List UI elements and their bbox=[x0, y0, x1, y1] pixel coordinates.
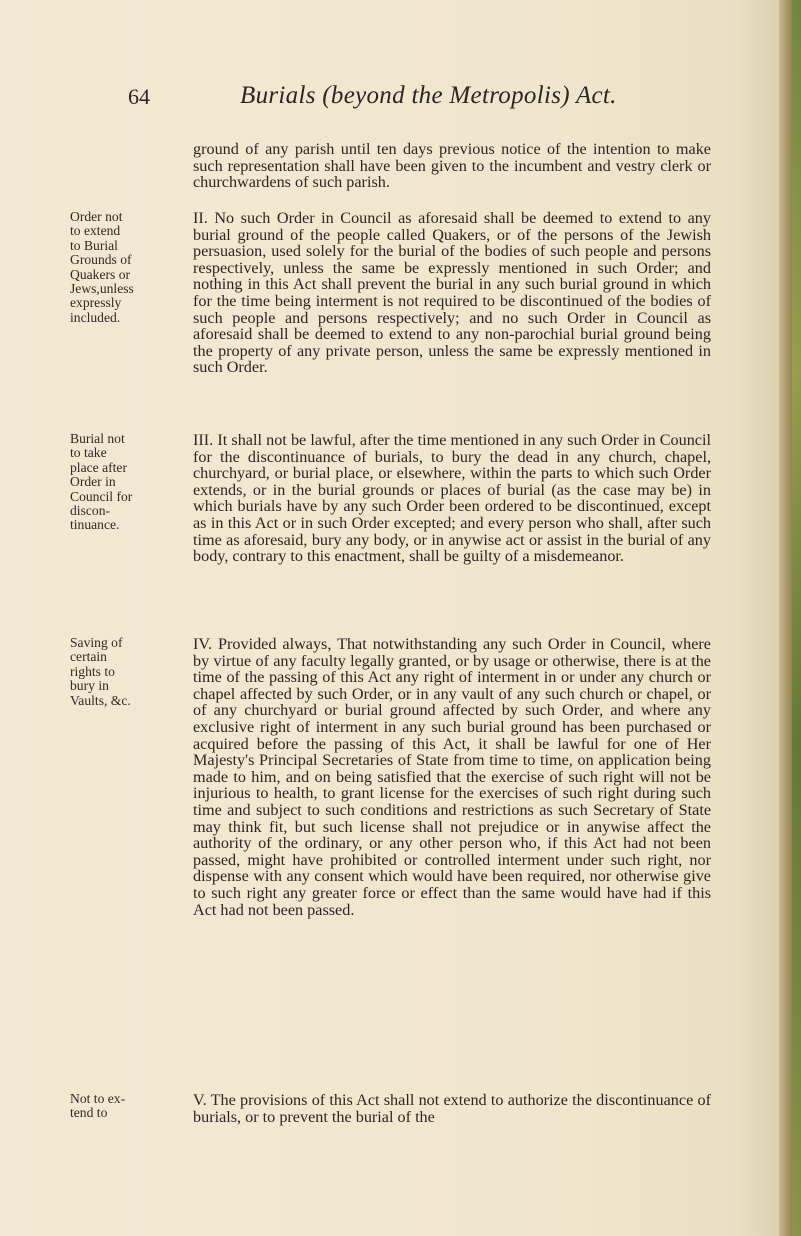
margin-note-line: Burial not bbox=[70, 431, 125, 446]
margin-note-line: expressly bbox=[70, 295, 122, 311]
margin-note-line: bury in bbox=[70, 678, 109, 694]
margin-note-section-5 bbox=[70, 1092, 190, 1121]
binding-edge bbox=[792, 0, 801, 1236]
section-5 bbox=[193, 1092, 711, 1125]
margin-note-line: tend to bbox=[70, 1105, 108, 1121]
margin-note-line: Jews,unless bbox=[70, 281, 134, 297]
margin-note-line: tinuance. bbox=[70, 517, 120, 533]
margin-note-line: Grounds of bbox=[70, 252, 132, 268]
margin-note-section-3 bbox=[70, 432, 190, 533]
section-4 bbox=[193, 636, 711, 918]
margin-note-line: Order not bbox=[70, 209, 123, 224]
margin-note-line: certain bbox=[70, 649, 107, 665]
margin-note-line: Quakers or bbox=[70, 266, 131, 282]
margin-note-section-2 bbox=[70, 210, 190, 325]
margin-note-line: Council for bbox=[70, 488, 133, 504]
paragraph-text: ground of any parish until ten days previous notice of the intention to make such representation shall have been given to the incumbent and vestry clerk or churchwardens of such parish. bbox=[193, 140, 711, 192]
margin-note-section-4 bbox=[70, 636, 190, 708]
paragraph-text: II. No such Order in Council as aforesaid shall be deemed to extend to any burial ground of the people called Quakers, or of the persons of the Jewish persuasion, used solely for the burial of the bodies of such people and persons respectively, unless the same be expressly mentioned in such Order; and nothing in this Act shall prevent the burial in any such burial ground in which for the time being interment is not required to be discontinued of the bodies of such people and persons respectively; and no such Order in Council as aforesaid shall be deemed to extend to any non-parochial burial ground being the property of any private person, unless the same be expressly mentioned in such Order. bbox=[193, 209, 711, 377]
margin-note-line: rights to bbox=[70, 663, 115, 679]
margin-note-line: place after bbox=[70, 459, 127, 475]
margin-note-line: to Burial bbox=[70, 237, 118, 253]
margin-note-line: to take bbox=[70, 445, 107, 461]
paragraph-text: IV. Provided always, That notwithstanding any such Order in Council, where by virtue of any faculty legally granted, or by usage or otherwise, there is at the time of the passing of this Act any right of interment in or under any church or chapel affected by such Order, or in any vault of any such church or chapel, or of any churchyard or burial ground affected by such Order, and where any exclusive right of interment in any such burial ground has been purchased or acquired before the passing of this Act, it shall be lawful for one of Her Majesty's Principal Secretaries of State from time to time, on application being made to him, and on being satisfied that the exercise of such right will not be injurious to health, to grant license for the exercises of such right during such time and subject to such conditions and restrictions as such Secretary of State may think fit, but such license shall not prejudice or in anywise affect the authority of the ordinary, or any other person who, if this Act had not been passed, might have prohibited or controlled interment under such right, nor dispense with any consent which would have been required, nor otherwise give to such right any greater force or effect than the same would have had if this Act had not been passed. bbox=[193, 635, 711, 919]
paragraph-text: III. It shall not be lawful, after the time mentioned in any such Order in Council for the discontinuance of burials, to bury the dead in any church, chapel, churchyard, or burial place, or elsewhere, within the parts to which such Order extends, or in the burial grounds or places of burial (as the case may be) in which burials have by any such Order been ordered to be discontinued, except as in this Act or in such Order excepted; and every person who shall, after such time as aforesaid, bury any body, or in anywise act or assist in the burial of any body, contrary to this enactment, shall be guilty of a misdemeanor. bbox=[193, 431, 711, 566]
page-number: 64 bbox=[128, 84, 150, 109]
margin-note-line: to extend bbox=[70, 223, 121, 239]
paragraph-text: V. The provisions of this Act shall not extend to authorize the discontinuance of burials, or to prevent the burial of the bbox=[193, 1091, 711, 1126]
margin-note-line: Saving of bbox=[70, 635, 123, 650]
running-head: Burials (beyond the Metropolis) Act. bbox=[240, 82, 617, 109]
margin-note-line: Not to ex- bbox=[70, 1091, 126, 1106]
section-2 bbox=[193, 210, 711, 376]
margin-note-line: included. bbox=[70, 309, 121, 325]
margin-note-line: Vaults, &c. bbox=[70, 692, 131, 708]
paragraph-continuation bbox=[193, 141, 711, 191]
margin-note-line: discon- bbox=[70, 503, 111, 519]
page-header bbox=[128, 84, 688, 114]
margin-note-line: Order in bbox=[70, 474, 116, 490]
section-3 bbox=[193, 432, 711, 565]
